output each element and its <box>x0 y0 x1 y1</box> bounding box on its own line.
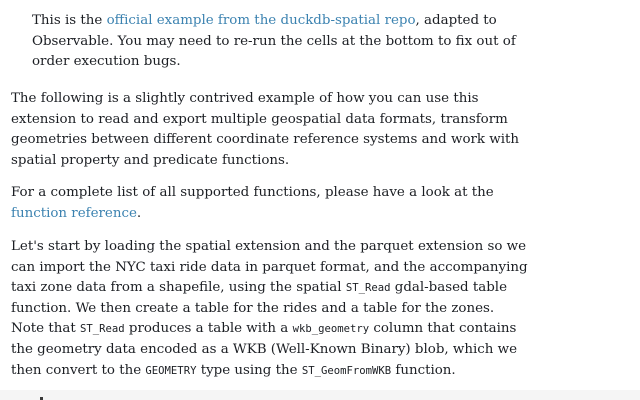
intro-note-prefix: This is the <box>32 13 107 28</box>
function-reference-prefix: For a complete list of all supported functions, please have a look at the <box>11 185 494 200</box>
next-code-cell[interactable] <box>0 390 640 400</box>
intro-note-suffix: , adapted to Observable. You may need to re-run the cells at the bottom to fix out of order execution bugs. <box>32 13 516 70</box>
intro-note <box>32 11 532 73</box>
text-segment: produces a table with a <box>124 321 293 337</box>
function-reference-link[interactable]: function reference <box>11 205 137 221</box>
text-segment: Let's start by loading the spatial extension and the parquet extension so we can import the NYC taxi ride data in parquet format, and the accompanying taxi zone data from a shapefile, using the spatial <box>11 239 528 296</box>
text-segment: type using the <box>196 362 302 378</box>
description-paragraph: The following is a slightly contrived example of how you can use this extension to read and export multiple geospatial data formats, transform geometries between different coordinate reference systems and work with spatial property and predicate functions. <box>11 91 520 168</box>
inline-code-st-read: ST_Read <box>79 323 125 336</box>
inline-code-st-geomfromwkb: ST_GeomFromWKB <box>301 364 392 377</box>
function-reference-paragraph <box>11 183 531 224</box>
text-segment: gdal-based table function. We then create a table for the rides and a table for the zones. Note that <box>11 280 507 337</box>
text-segment: column that contains the geometry data encoded as a WKB (Well-Known Binary) blob, which we then convert to the <box>11 321 518 378</box>
duckdb-spatial-repo-link[interactable]: official example from the duckdb-spatial repo <box>106 13 416 28</box>
inline-code-geometry: GEOMETRY <box>145 364 197 377</box>
inline-code-wkb-geometry: wkb_geometry <box>292 323 370 336</box>
text-segment: function. <box>391 362 456 378</box>
loading-instructions-paragraph <box>11 237 531 381</box>
function-reference-suffix: . <box>136 205 142 221</box>
inline-code-st-read: ST_Read <box>345 282 391 295</box>
